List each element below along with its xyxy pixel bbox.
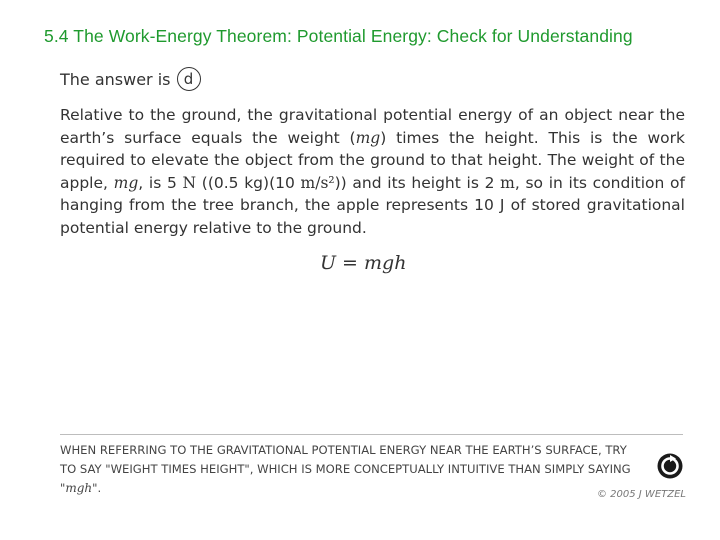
explanation-text-2: ) times the height. This is the work required to elevate the object from the ground to that height. The weight of the apple, xyxy=(60,128,685,192)
answer-line xyxy=(60,67,201,91)
next-button[interactable] xyxy=(656,452,684,480)
footer-quote-close: ". xyxy=(92,481,102,495)
explanation-paragraph xyxy=(60,104,685,240)
potential-energy-formula: U = mgh xyxy=(320,252,407,274)
footer-quote-open: " xyxy=(60,481,66,495)
circular-next-icon xyxy=(656,452,684,480)
explanation-text-6: , so in its condition of hanging from the tree branch, the apple represents 10 J of stored gravitational potential energy relative to the ground. xyxy=(60,173,685,237)
mg-symbol: mg xyxy=(355,128,381,147)
explanation-text-1: Relative to the ground, the gravitational potential energy of an object near the earth’s surface equals the weight ( xyxy=(60,106,685,147)
answer-prefix: The answer is xyxy=(60,69,171,89)
explanation-text-4: ((0.5 kg)(10 xyxy=(196,173,301,192)
answer-letter-badge: d xyxy=(177,67,201,91)
explanation-text-5: )) and its height is 2 xyxy=(334,173,501,192)
unit-newton: N xyxy=(182,173,197,192)
explanation-text-3: , is 5 xyxy=(138,173,183,192)
mg-symbol-2: mg xyxy=(113,173,139,192)
footer-divider xyxy=(60,434,683,435)
unit-meters-per-second-squared: m/s² xyxy=(300,173,335,192)
unit-meter: m xyxy=(500,173,515,192)
footer-line-3 xyxy=(60,479,650,498)
footer-note xyxy=(60,441,650,498)
footer-mgh: mgh xyxy=(65,481,93,495)
footer-line-2: TO SAY "WEIGHT TIMES HEIGHT", WHICH IS MORE CONCEPTUALLY INTUITIVE THAN SIMPLY SAYING xyxy=(60,462,631,476)
copyright-notice: © 2005 J WETZEL xyxy=(597,489,686,500)
slide-title: 5.4 The Work-Energy Theorem: Potential Energy: Check for Understanding xyxy=(44,26,633,46)
footer-line-1: WHEN REFERRING TO THE GRAVITATIONAL POTENTIAL ENERGY NEAR THE EARTH’S SURFACE, TRY xyxy=(60,443,627,457)
